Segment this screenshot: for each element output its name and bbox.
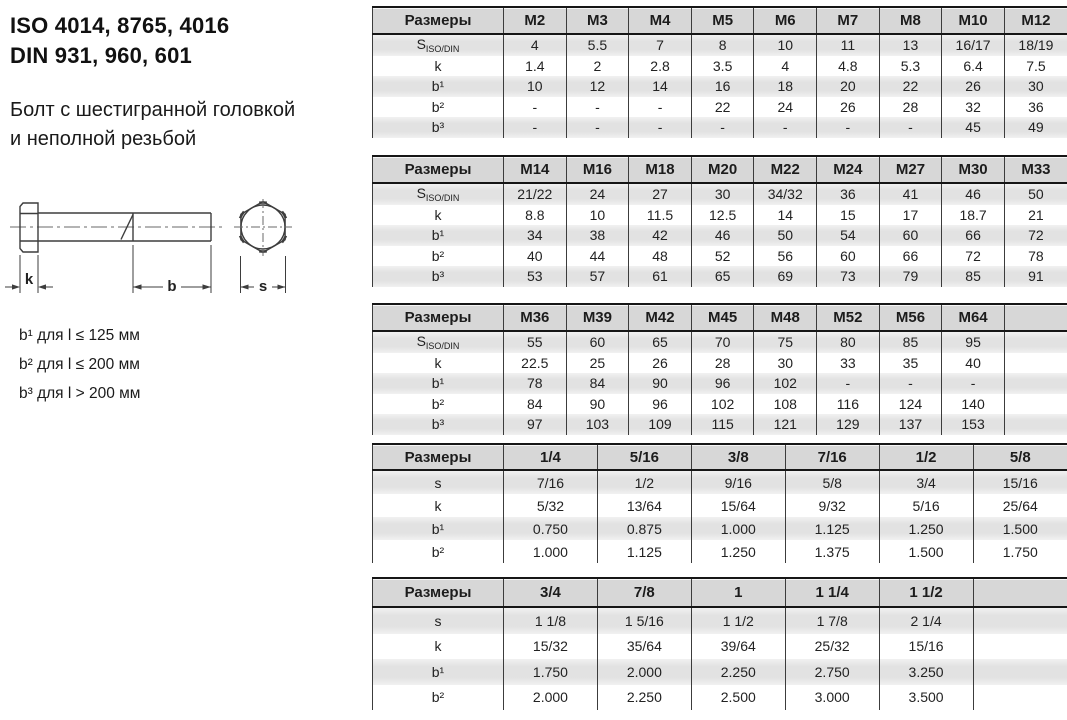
size-column-header: M48 bbox=[754, 304, 817, 331]
value-cell: 13/64 bbox=[597, 494, 691, 517]
value-cell: 2.250 bbox=[691, 659, 785, 685]
value-cell: 153 bbox=[942, 414, 1005, 435]
value-cell: 121 bbox=[754, 414, 817, 435]
value-cell: 5/16 bbox=[879, 494, 973, 517]
value-cell: 55 bbox=[504, 331, 567, 353]
size-column-header: M8 bbox=[879, 7, 942, 34]
row-label: b¹ bbox=[373, 76, 504, 97]
value-cell: 124 bbox=[879, 394, 942, 415]
row-label: b³ bbox=[373, 117, 504, 138]
value-cell bbox=[973, 685, 1067, 711]
footnotes bbox=[19, 321, 140, 408]
value-cell: - bbox=[566, 117, 629, 138]
size-column-title: Размеры bbox=[373, 7, 504, 34]
value-cell: 1.750 bbox=[504, 659, 598, 685]
value-cell: 22.5 bbox=[504, 353, 567, 374]
value-cell: - bbox=[504, 117, 567, 138]
size-column-header: 5/16 bbox=[597, 444, 691, 470]
size-column-header: M24 bbox=[817, 156, 880, 183]
value-cell: - bbox=[879, 373, 942, 394]
value-cell: 72 bbox=[1004, 225, 1067, 246]
value-cell: 15/16 bbox=[973, 470, 1067, 494]
row-label: b¹ bbox=[373, 225, 504, 246]
value-cell: 32 bbox=[942, 97, 1005, 118]
value-cell: 96 bbox=[691, 373, 754, 394]
hex-crosshairs bbox=[234, 199, 292, 256]
value-cell: 1.125 bbox=[597, 540, 691, 563]
value-cell: - bbox=[942, 373, 1005, 394]
value-cell: 4 bbox=[754, 56, 817, 77]
value-cell: 102 bbox=[754, 373, 817, 394]
value-cell: 24 bbox=[754, 97, 817, 118]
value-cell: 61 bbox=[629, 266, 692, 287]
value-cell: 129 bbox=[817, 414, 880, 435]
value-cell: 15/16 bbox=[879, 634, 973, 660]
row-label-subscript: ISO/DIN bbox=[425, 341, 460, 352]
value-cell: 35 bbox=[879, 353, 942, 374]
value-cell: 91 bbox=[1004, 266, 1067, 287]
row-label: b² bbox=[373, 394, 504, 415]
size-column-header: M56 bbox=[879, 304, 942, 331]
value-cell: 25/64 bbox=[973, 494, 1067, 517]
size-column-header: M52 bbox=[817, 304, 880, 331]
value-cell: 39/64 bbox=[691, 634, 785, 660]
value-cell: 54 bbox=[817, 225, 880, 246]
size-column-header: M4 bbox=[629, 7, 692, 34]
size-column-header: 1/4 bbox=[504, 444, 598, 470]
value-cell: 12 bbox=[566, 76, 629, 97]
value-cell: 46 bbox=[942, 183, 1005, 205]
value-cell: 65 bbox=[691, 266, 754, 287]
value-cell: 60 bbox=[879, 225, 942, 246]
value-cell: 5/8 bbox=[785, 470, 879, 494]
value-cell: 15/32 bbox=[504, 634, 598, 660]
size-column-header: 1/2 bbox=[879, 444, 973, 470]
row-label: s bbox=[373, 470, 504, 494]
size-column-title: Размеры bbox=[373, 304, 504, 331]
table-inch-3-4-to-1-1-2 bbox=[372, 577, 1067, 710]
value-cell: 53 bbox=[504, 266, 567, 287]
footnote-b1: b¹ для l ≤ 125 мм bbox=[19, 327, 140, 344]
value-cell: 38 bbox=[566, 225, 629, 246]
size-column-header: M7 bbox=[817, 7, 880, 34]
row-label: $S_{ISO/DIN}$ bbox=[373, 183, 504, 205]
value-cell: 40 bbox=[504, 246, 567, 267]
value-cell: 102 bbox=[691, 394, 754, 415]
value-cell: 1/2 bbox=[597, 470, 691, 494]
value-cell: 15/64 bbox=[691, 494, 785, 517]
dim-label-b: b bbox=[167, 278, 177, 295]
value-cell: 1.250 bbox=[879, 517, 973, 540]
value-cell: 11.5 bbox=[629, 205, 692, 226]
value-cell: 36 bbox=[1004, 97, 1067, 118]
size-column-header: M5 bbox=[691, 7, 754, 34]
size-column-header: M27 bbox=[879, 156, 942, 183]
value-cell: 40 bbox=[942, 353, 1005, 374]
value-cell: 60 bbox=[817, 246, 880, 267]
size-column-header: M22 bbox=[754, 156, 817, 183]
value-cell: 35/64 bbox=[597, 634, 691, 660]
value-cell: 14 bbox=[629, 76, 692, 97]
value-cell: 79 bbox=[879, 266, 942, 287]
size-column-title: Размеры bbox=[373, 156, 504, 183]
value-cell: 26 bbox=[817, 97, 880, 118]
table-inch-1-4-to-5-8 bbox=[372, 443, 1067, 563]
value-cell: 1 1/2 bbox=[691, 607, 785, 634]
size-column-header: M3 bbox=[566, 7, 629, 34]
value-cell: 24 bbox=[566, 183, 629, 205]
value-cell: 30 bbox=[1004, 76, 1067, 97]
value-cell: 46 bbox=[691, 225, 754, 246]
footnote-b3: b³ для l > 200 мм bbox=[19, 385, 141, 402]
size-column-header: 7/16 bbox=[785, 444, 879, 470]
size-column-header: 1 bbox=[691, 578, 785, 607]
value-cell: 28 bbox=[691, 353, 754, 374]
size-column-header: M20 bbox=[691, 156, 754, 183]
value-cell: 16 bbox=[691, 76, 754, 97]
value-cell: 9/32 bbox=[785, 494, 879, 517]
value-cell: 30 bbox=[691, 183, 754, 205]
value-cell: 44 bbox=[566, 246, 629, 267]
value-cell: 4.8 bbox=[817, 56, 880, 77]
value-cell: 1.250 bbox=[691, 540, 785, 563]
value-cell bbox=[973, 607, 1067, 634]
value-cell: - bbox=[629, 97, 692, 118]
size-column-header: M6 bbox=[754, 7, 817, 34]
value-cell: 27 bbox=[629, 183, 692, 205]
value-cell: 137 bbox=[879, 414, 942, 435]
value-cell: 109 bbox=[629, 414, 692, 435]
value-cell: 8.8 bbox=[504, 205, 567, 226]
value-cell bbox=[973, 634, 1067, 660]
table-metric-m14-m33 bbox=[372, 155, 1067, 287]
row-label: b² bbox=[373, 246, 504, 267]
size-column-header: M12 bbox=[1004, 7, 1067, 34]
value-cell: 57 bbox=[566, 266, 629, 287]
subtitle-line-1: Болт с шестигранной головкой bbox=[10, 99, 296, 121]
value-cell: 5/32 bbox=[504, 494, 598, 517]
value-cell: 2.000 bbox=[504, 685, 598, 711]
value-cell: 5.3 bbox=[879, 56, 942, 77]
value-cell: 90 bbox=[566, 394, 629, 415]
size-column-header: 7/8 bbox=[597, 578, 691, 607]
row-label: k bbox=[373, 353, 504, 374]
row-label-subscript: ISO/DIN bbox=[425, 193, 460, 204]
value-cell: 22 bbox=[879, 76, 942, 97]
value-cell: 13 bbox=[879, 34, 942, 56]
value-cell: 18/19 bbox=[1004, 34, 1067, 56]
row-label: k bbox=[373, 205, 504, 226]
value-cell: - bbox=[504, 97, 567, 118]
value-cell: 42 bbox=[629, 225, 692, 246]
value-cell: 97 bbox=[504, 414, 567, 435]
value-cell: 3.250 bbox=[879, 659, 973, 685]
value-cell: 3.500 bbox=[879, 685, 973, 711]
value-cell: 73 bbox=[817, 266, 880, 287]
size-column-header: M30 bbox=[942, 156, 1005, 183]
value-cell: 116 bbox=[817, 394, 880, 415]
value-cell: 36 bbox=[817, 183, 880, 205]
value-cell: 33 bbox=[817, 353, 880, 374]
row-label: b¹ bbox=[373, 373, 504, 394]
table-metric-m2-m12 bbox=[372, 6, 1067, 138]
value-cell: 80 bbox=[817, 331, 880, 353]
row-label: k bbox=[373, 634, 504, 660]
value-cell: 20 bbox=[817, 76, 880, 97]
value-cell: 84 bbox=[504, 394, 567, 415]
value-cell: 66 bbox=[942, 225, 1005, 246]
value-cell: 103 bbox=[566, 414, 629, 435]
value-cell: 12.5 bbox=[691, 205, 754, 226]
row-label-subscript: ISO/DIN bbox=[425, 44, 460, 55]
size-column-header: M10 bbox=[942, 7, 1005, 34]
value-cell: 49 bbox=[1004, 117, 1067, 138]
value-cell bbox=[1004, 331, 1067, 353]
value-cell: 7.5 bbox=[1004, 56, 1067, 77]
dimension-tables-panel bbox=[372, 0, 1067, 720]
value-cell: 18 bbox=[754, 76, 817, 97]
value-cell: 8 bbox=[691, 34, 754, 56]
value-cell: 65 bbox=[629, 331, 692, 353]
value-cell: 26 bbox=[629, 353, 692, 374]
standards-line-iso: ISO 4014, 8765, 4016 bbox=[10, 13, 230, 38]
value-cell: 1.4 bbox=[504, 56, 567, 77]
footnote-b2: b² для l ≤ 200 мм bbox=[19, 356, 140, 373]
value-cell: 25 bbox=[566, 353, 629, 374]
value-cell: 34 bbox=[504, 225, 567, 246]
value-cell: 1.500 bbox=[973, 517, 1067, 540]
value-cell: 7/16 bbox=[504, 470, 598, 494]
row-label: b² bbox=[373, 540, 504, 563]
value-cell: 3/4 bbox=[879, 470, 973, 494]
value-cell: 85 bbox=[942, 266, 1005, 287]
row-label: $S_{ISO/DIN}$ bbox=[373, 331, 504, 353]
size-column-header: M36 bbox=[504, 304, 567, 331]
size-column-header: 5/8 bbox=[973, 444, 1067, 470]
value-cell: 41 bbox=[879, 183, 942, 205]
value-cell: 2.500 bbox=[691, 685, 785, 711]
value-cell: 4 bbox=[504, 34, 567, 56]
value-cell bbox=[973, 659, 1067, 685]
value-cell: 9/16 bbox=[691, 470, 785, 494]
value-cell: 2 1/4 bbox=[879, 607, 973, 634]
value-cell: 1 1/8 bbox=[504, 607, 598, 634]
row-label: k bbox=[373, 494, 504, 517]
value-cell: 60 bbox=[566, 331, 629, 353]
size-column-header: M18 bbox=[629, 156, 692, 183]
value-cell: 3.000 bbox=[785, 685, 879, 711]
value-cell: - bbox=[817, 373, 880, 394]
value-cell: 34/32 bbox=[754, 183, 817, 205]
value-cell: 1.125 bbox=[785, 517, 879, 540]
value-cell: - bbox=[691, 117, 754, 138]
value-cell: 45 bbox=[942, 117, 1005, 138]
row-label: b² bbox=[373, 97, 504, 118]
value-cell: 50 bbox=[754, 225, 817, 246]
value-cell: 7 bbox=[629, 34, 692, 56]
size-column-header: 3/8 bbox=[691, 444, 785, 470]
row-label: k bbox=[373, 56, 504, 77]
value-cell: 21/22 bbox=[504, 183, 567, 205]
value-cell: - bbox=[817, 117, 880, 138]
value-cell: 15 bbox=[817, 205, 880, 226]
value-cell: 1 5/16 bbox=[597, 607, 691, 634]
row-label: b¹ bbox=[373, 517, 504, 540]
value-cell: 2.750 bbox=[785, 659, 879, 685]
value-cell: 6.4 bbox=[942, 56, 1005, 77]
value-cell: 1 7/8 bbox=[785, 607, 879, 634]
value-cell: 2.8 bbox=[629, 56, 692, 77]
value-cell: 90 bbox=[629, 373, 692, 394]
product-subtitle bbox=[10, 96, 295, 154]
size-column-header: 1 1/2 bbox=[879, 578, 973, 607]
value-cell bbox=[1004, 394, 1067, 415]
value-cell: 48 bbox=[629, 246, 692, 267]
value-cell: 5.5 bbox=[566, 34, 629, 56]
value-cell: 2.000 bbox=[597, 659, 691, 685]
value-cell: 21 bbox=[1004, 205, 1067, 226]
value-cell: 22 bbox=[691, 97, 754, 118]
row-label: b³ bbox=[373, 414, 504, 435]
dim-label-s: s bbox=[258, 278, 268, 295]
standards-title bbox=[10, 11, 229, 71]
value-cell: 17 bbox=[879, 205, 942, 226]
value-cell: - bbox=[566, 97, 629, 118]
value-cell: 3.5 bbox=[691, 56, 754, 77]
size-column-header bbox=[973, 578, 1067, 607]
value-cell: 2 bbox=[566, 56, 629, 77]
value-cell: 0.750 bbox=[504, 517, 598, 540]
value-cell: 115 bbox=[691, 414, 754, 435]
value-cell: 78 bbox=[1004, 246, 1067, 267]
value-cell: 1.000 bbox=[691, 517, 785, 540]
value-cell: 75 bbox=[754, 331, 817, 353]
value-cell: 18.7 bbox=[942, 205, 1005, 226]
size-column-header: M16 bbox=[566, 156, 629, 183]
subtitle-line-2: и неполной резьбой bbox=[10, 128, 197, 150]
row-label: $S_{ISO/DIN}$ bbox=[373, 34, 504, 56]
size-column-header bbox=[1004, 304, 1067, 331]
value-cell bbox=[1004, 353, 1067, 374]
value-cell: 16/17 bbox=[942, 34, 1005, 56]
value-cell: 140 bbox=[942, 394, 1005, 415]
value-cell: 10 bbox=[504, 76, 567, 97]
value-cell: 69 bbox=[754, 266, 817, 287]
value-cell: 1.000 bbox=[504, 540, 598, 563]
value-cell: 66 bbox=[879, 246, 942, 267]
value-cell: - bbox=[629, 117, 692, 138]
size-column-header: 1 1/4 bbox=[785, 578, 879, 607]
value-cell: 1.750 bbox=[973, 540, 1067, 563]
value-cell: 56 bbox=[754, 246, 817, 267]
row-label: b² bbox=[373, 685, 504, 711]
value-cell bbox=[1004, 414, 1067, 435]
row-label: s bbox=[373, 607, 504, 634]
value-cell: 10 bbox=[566, 205, 629, 226]
value-cell: 50 bbox=[1004, 183, 1067, 205]
size-column-title: Размеры bbox=[373, 578, 504, 607]
value-cell: 11 bbox=[817, 34, 880, 56]
value-cell: 28 bbox=[879, 97, 942, 118]
value-cell: - bbox=[754, 117, 817, 138]
table-metric-m36-m64 bbox=[372, 303, 1067, 435]
value-cell: 2.250 bbox=[597, 685, 691, 711]
size-column-header: M42 bbox=[629, 304, 692, 331]
size-column-header: M39 bbox=[566, 304, 629, 331]
value-cell: 25/32 bbox=[785, 634, 879, 660]
size-column-header: M2 bbox=[504, 7, 567, 34]
size-column-header: M64 bbox=[942, 304, 1005, 331]
value-cell: 108 bbox=[754, 394, 817, 415]
value-cell: 70 bbox=[691, 331, 754, 353]
value-cell: 96 bbox=[629, 394, 692, 415]
value-cell: 14 bbox=[754, 205, 817, 226]
row-label: b³ bbox=[373, 266, 504, 287]
dim-label-k: k bbox=[24, 271, 34, 288]
value-cell: 10 bbox=[754, 34, 817, 56]
value-cell: 1.500 bbox=[879, 540, 973, 563]
value-cell: 78 bbox=[504, 373, 567, 394]
row-label: b¹ bbox=[373, 659, 504, 685]
value-cell bbox=[1004, 373, 1067, 394]
value-cell: 72 bbox=[942, 246, 1005, 267]
dimension-lines bbox=[5, 245, 286, 293]
value-cell: 85 bbox=[879, 331, 942, 353]
bolt-technical-drawing bbox=[0, 160, 340, 320]
size-column-header: M33 bbox=[1004, 156, 1067, 183]
size-column-header: M45 bbox=[691, 304, 754, 331]
value-cell: 52 bbox=[691, 246, 754, 267]
value-cell: 1.375 bbox=[785, 540, 879, 563]
value-cell: 30 bbox=[754, 353, 817, 374]
value-cell: 95 bbox=[942, 331, 1005, 353]
value-cell: 26 bbox=[942, 76, 1005, 97]
value-cell: 84 bbox=[566, 373, 629, 394]
size-column-header: 3/4 bbox=[504, 578, 598, 607]
value-cell: 0.875 bbox=[597, 517, 691, 540]
value-cell: - bbox=[879, 117, 942, 138]
standards-line-din: DIN 931, 960, 601 bbox=[10, 43, 192, 68]
size-column-title: Размеры bbox=[373, 444, 504, 470]
size-column-header: M14 bbox=[504, 156, 567, 183]
